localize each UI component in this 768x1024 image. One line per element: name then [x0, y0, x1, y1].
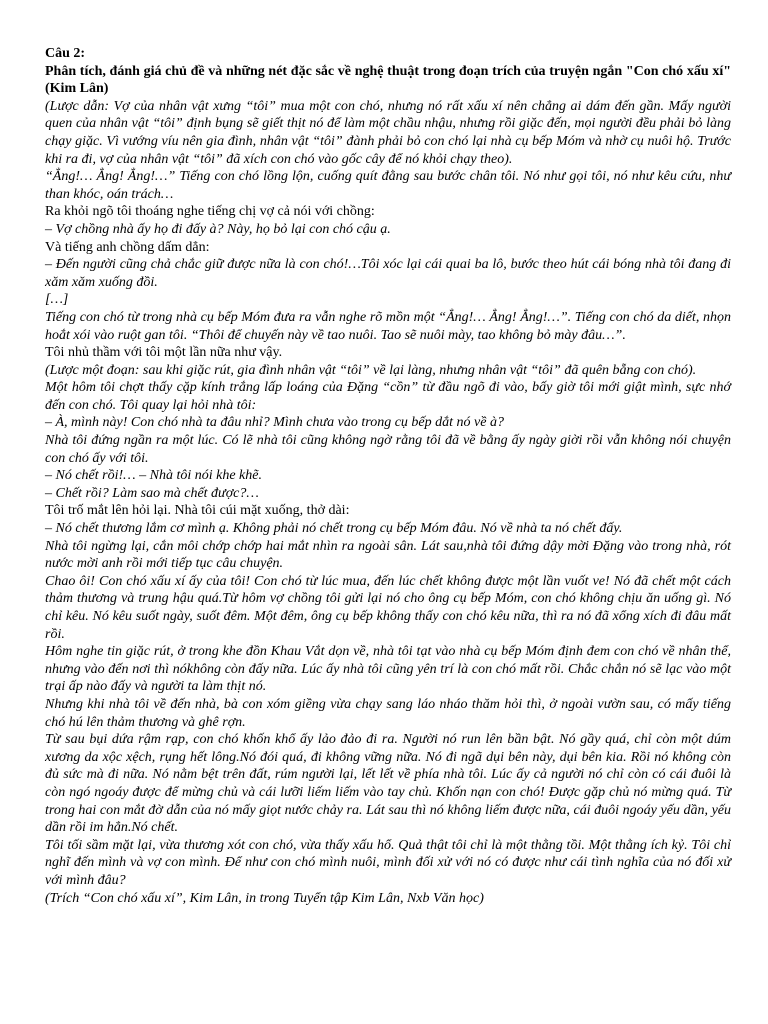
paragraph-summary-note: (Lược một đoạn: sau khi giặc rút, gia đình nhân vật “tôi” về lại làng, nhưng nhân vật “tôi” đã quên bẵng con chó).	[45, 362, 697, 378]
paragraph: – Nó chết rồi!… – Nhà tôi nói khe khẽ.	[45, 468, 262, 484]
paragraph: – Đến người cũng chả chắc giữ được nữa là con chó!…Tôi xóc lại cái quai ba lô, bước theo hút cái bóng nhà tôi đang đi xăm xăm xuống đồi.	[45, 257, 731, 290]
paragraph: Hôm nghe tin giặc rút, ở trong khe đồn Khau Vắt dọn về, nhà tôi tạt vào nhà cụ bếp Móm định đem con chó về nhân thể, nhưng vào đến nơi thì nókhông còn đấy nữa. Lúc ấy nhà tôi cũng yên trí là con chó mất rồi. Chắc chắn nó sẽ lạc vào một trại ấp nào đấy và người ta làm thịt nó.	[45, 644, 731, 695]
paragraph: – À, mình này! Con chó nhà ta đâu nhỉ? Mình chưa vào trong cụ bếp dắt nó về à?	[45, 415, 504, 431]
paragraph: Nhưng khi nhà tôi về đến nhà, bà con xóm giềng vừa chạy sang láo nháo thăm hỏi thì, ở ngoài vườn sau, có mấy tiếng chó hú lên thảm thương và ghê rợn.	[45, 696, 731, 730]
paragraph: – Vợ chồng nhà ấy họ đi đấy à? Này, họ bỏ lại con chó cậu ạ.	[45, 221, 391, 237]
ellipsis-marker: […]	[45, 292, 69, 308]
paragraph: “Ẳng!… Ẳng! Ẳng!…” Tiếng con chó lồng lộn, cuống quít đằng sau bước chân tôi. Nó như gọi tôi, nó như kêu cứu, như than khóc, oán trách…	[45, 169, 731, 202]
paragraph: Và tiếng anh chồng dấm dẳn:	[45, 239, 210, 255]
paragraph: Tôi nhủ thầm với tôi một lần nữa như vậy.	[45, 345, 283, 361]
paragraph: Nhà tôi ngừng lại, cắn môi chớp chớp hai mắt nhìn ra ngoài sân. Lát sau,nhà tôi đứng dậy mời Đặng vào trong nhà, rót nước mời anh rồi mới tiếp tục câu chuyện.	[45, 538, 731, 572]
question-label: Câu 2:	[45, 46, 86, 61]
paragraph: Một hôm tôi chợt thấy cặp kính trắng lấp loáng của Đặng “cồn” từ đầu ngõ đi vào, bấy giờ tôi mới giật mình, sực nhớ đến con chó. Tôi quay lại hỏi nhà tôi:	[45, 380, 731, 413]
paragraph: Tiếng con chó từ trong nhà cụ bếp Móm đưa ra vẫn nghe rõ mồn một “Ẳng!… Ẳng! Ẳng!…”. Tiếng con chó da diết, nhọn hoắt xói vào ruột gan tôi. “Thôi để chuyến này về tao nuôi. Tao sẽ nuôi mày, tao không bỏ mày đâu…”.	[45, 309, 731, 343]
paragraph: Nhà tôi đứng ngần ra một lúc. Có lẽ nhà tôi cũng không ngờ rằng tôi đã về bằng ấy ngày giời rồi vẫn không nói chuyện con chó ấy với tôi.	[45, 433, 731, 466]
paragraph: – Chết rồi? Làm sao mà chết được?…	[45, 485, 259, 501]
source-citation: (Trích “Con chó xấu xí”, Kim Lân, in trong Tuyển tập Kim Lân, Nxb Văn học)	[45, 890, 484, 906]
paragraph: Chao ôi! Con chó xấu xí ấy của tôi! Con chó từ lúc mua, đến lúc chết không được một lần vuốt ve! Nó đã chết một cách thảm thương và trung hậu quá.Từ hôm vợ chồng tôi gửi lại nó cho ông cụ bếp Móm, con chó không chịu ăn uống gì. Nó chỉ kêu. Nó kêu suốt ngày, suốt đêm. Một đêm, ông cụ bếp không thấy con chó kêu nữa, thì ra nó đã xổng xích đi đâu mất rồi.	[45, 573, 731, 642]
paragraph: Tôi trố mắt lên hỏi lại. Nhà tôi cúi mặt xuống, thở dài:	[45, 503, 350, 519]
paragraph-summary-intro: (Lược dẫn: Vợ của nhân vật xưng “tôi” mua một con chó, nhưng nó rất xấu xí nên chẳng ai dám đến gần. Mấy người quen của nhân vật “tôi” định bụng sẽ giết thịt nó để làm một chầu nhậu, nhưng rồi giặc đến, mọi người đều phải bỏ làng chạy giặc. Vì vướng víu nên gia đình, nhân vật “tôi” đành phải bỏ con chó lại nhà cụ bếp Móm và nhờ cụ nuôi hộ. Trước khi ra đi, vợ của nhân vật “tôi” đã xích con chó vào gốc cây để nó khỏi chạy theo).	[45, 98, 731, 167]
paragraph: Tôi tối sầm mặt lại, vừa thương xót con chó, vừa thấy xấu hổ. Quả thật tôi chỉ là một thằng tồi. Một thằng ích kỷ. Tôi chỉ nghĩ đến mình và vợ con mình. Để như con chó mình nuôi, mình đối xử với nó có được như cái tình nghĩa của nó đối xử với mình đâu?	[45, 837, 731, 888]
paragraph: – Nó chết thương lắm cơ mình ạ. Không phải nó chết trong cụ bếp Móm đâu. Nó về nhà ta nó chết đấy.	[45, 521, 623, 537]
paragraph: Từ sau bụi dứa rậm rạp, con chó khốn khổ ấy lảo đảo đi ra. Người nó run lên bần bật. Nó gầy quá, chỉ còn một dúm xương da xộc xệch, rụng hết lông.Nó đói quá, đi không vững nữa. Nó đi ngã dụi bên này, dụi bên kia. Rồi nó không còn đủ sức mà đi nữa. Nó nằm bệt trên đất, rúm người lại, lết lết về phía nhà tôi. Lúc ấy cả người nó chỉ còn có cái đuôi là còn ngó ngoáy được để mừng chủ và cái lưỡi liếm liếm vào tay chủ. Khốn nạn con chó! Được gặp chủ nó mừng quá. Từ trong hai con mắt đờ dẫn của nó mấy giọt nước chảy ra. Lát sau thì nó không liếm được nữa, cái đuôi ngoáy yếu dần, yếu dần rồi im hẳn.Nó chết.	[45, 732, 731, 836]
question-title: Phân tích, đánh giá chủ đề và những nét đặc sắc về nghệ thuật trong đoạn trích của truyện ngắn "Con chó xấu xí" (Kim Lân)	[45, 63, 731, 97]
paragraph: Ra khỏi ngõ tôi thoáng nghe tiếng chị vợ cả nói với chồng:	[45, 204, 375, 220]
document-page	[45, 45, 731, 907]
